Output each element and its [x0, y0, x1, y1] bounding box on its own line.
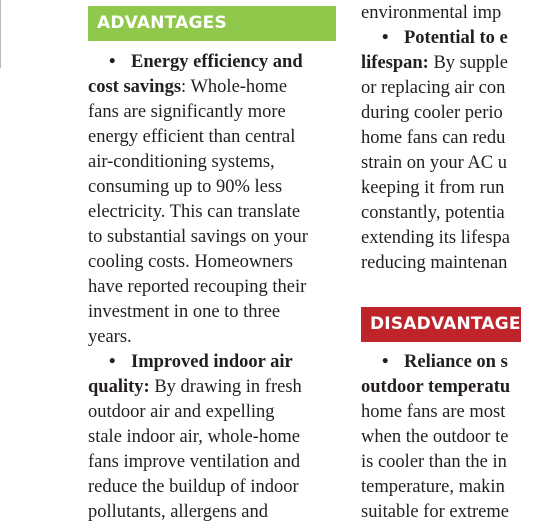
body-text: constantly, potentia: [361, 203, 505, 223]
bullet-icon: •: [382, 28, 389, 48]
bold-lead-text: quality:: [88, 377, 150, 397]
bold-lead-text: cost savings: [88, 77, 182, 97]
text-line: [361, 126, 505, 151]
body-text: energy efficient than central: [88, 127, 296, 147]
text-line: [361, 450, 507, 475]
body-text: during cooler perio: [361, 103, 503, 123]
body-text: environmental imp: [361, 3, 502, 23]
bold-lead-text: Reliance on s: [404, 352, 508, 372]
body-text: pollutants, allergens and: [88, 502, 268, 522]
body-text: outdoor air and expelling: [88, 402, 275, 422]
text-line: [88, 500, 268, 525]
body-text: home fans can redu: [361, 128, 506, 148]
text-line: [361, 176, 504, 201]
text-line: [88, 250, 293, 275]
text-line: [88, 425, 300, 450]
bold-lead-text: lifespan:: [361, 53, 429, 73]
body-text: By drawing in fresh: [149, 377, 302, 397]
text-line: [361, 1, 501, 26]
body-text: to substantial savings on your: [88, 227, 308, 247]
text-line: [88, 450, 300, 475]
page-edge-divider: [0, 0, 1, 68]
text-line: [361, 51, 508, 76]
body-text: investment in one to three: [88, 302, 281, 322]
body-text: consuming up to 90% less: [88, 177, 283, 197]
text-line: [88, 200, 300, 225]
text-line: [88, 300, 280, 325]
bold-lead-text: Potential to e: [404, 28, 508, 48]
body-text: temperature, makin: [361, 477, 505, 497]
bold-lead-text: outdoor temperatu: [361, 377, 511, 397]
text-line: [88, 125, 295, 150]
right-column: [361, 0, 533, 522]
bold-lead-text: Energy efficiency and: [131, 52, 303, 72]
text-line: [88, 350, 293, 375]
text-line: [361, 76, 505, 101]
text-line: [88, 400, 275, 425]
body-text: cooling costs. Homeowners: [88, 252, 294, 272]
bullet-icon: •: [382, 352, 389, 372]
body-text: have reported recouping their: [88, 277, 307, 297]
body-text: reducing maintenan: [361, 253, 508, 273]
body-text: fans are significantly more: [88, 102, 286, 122]
body-text: air-conditioning systems,: [88, 152, 275, 172]
body-text: stale indoor air, whole-home: [88, 427, 300, 447]
text-line: [361, 350, 508, 375]
body-text: : Whole-home: [181, 77, 288, 97]
advantages-heading: ADVANTAGES: [88, 6, 336, 41]
text-line: [88, 100, 286, 125]
text-line: [88, 375, 302, 400]
body-text: electricity. This can translate: [88, 202, 301, 222]
body-text: extending its lifespa: [361, 228, 510, 248]
body-text: strain on your AC u: [361, 153, 507, 173]
body-text: years.: [88, 327, 132, 347]
text-line: [88, 325, 132, 350]
text-line: [88, 75, 287, 100]
text-line: [88, 50, 303, 75]
text-line: [88, 150, 275, 175]
body-text: home fans are most: [361, 402, 506, 422]
bullet-icon: •: [109, 52, 116, 72]
text-line: [361, 400, 505, 425]
body-text: when the outdoor te: [361, 427, 509, 447]
body-text: By supple: [428, 53, 508, 73]
disadvantages-heading: DISADVANTAGES: [361, 307, 521, 342]
bold-lead-text: Improved indoor air: [131, 352, 293, 372]
text-line: [361, 475, 505, 500]
body-text: is cooler than the in: [361, 452, 507, 472]
body-text: keeping it from run: [361, 178, 505, 198]
text-line: [361, 375, 510, 400]
text-line: [361, 500, 509, 525]
text-line: [361, 26, 508, 51]
text-line: [361, 226, 510, 251]
body-text: suitable for extreme: [361, 502, 509, 522]
text-line: [88, 175, 282, 200]
text-line: [361, 425, 508, 450]
body-text: or replacing air con: [361, 78, 506, 98]
text-line: [88, 275, 306, 300]
text-line: [361, 251, 507, 276]
text-line: [361, 201, 505, 226]
text-line: [361, 151, 507, 176]
text-line: [88, 225, 308, 250]
body-text: fans improve ventilation and: [88, 452, 301, 472]
bullet-icon: •: [109, 352, 116, 372]
advantages-column: [88, 0, 336, 522]
body-text: reduce the buildup of indoor: [88, 477, 299, 497]
text-line: [88, 475, 299, 500]
text-line: [361, 101, 503, 126]
